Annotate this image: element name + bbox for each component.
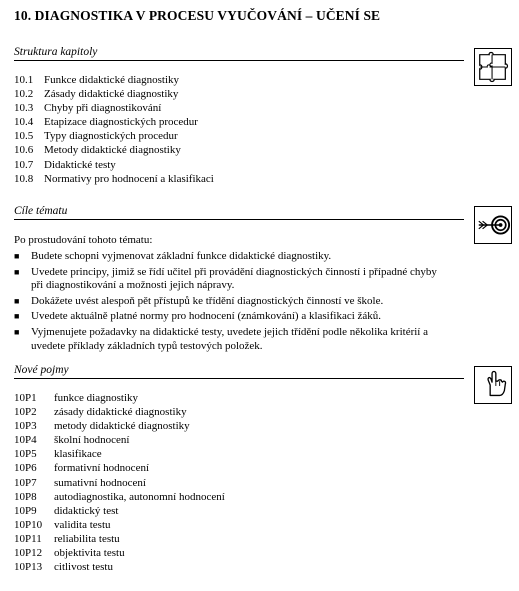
goal-item — [14, 295, 444, 309]
item-number: 10P2 — [14, 406, 37, 419]
item-number: 10P4 — [14, 434, 37, 447]
square-bullet-icon: ■ — [14, 295, 20, 306]
list-item — [14, 143, 214, 157]
square-bullet-icon: ■ — [14, 326, 20, 337]
item-text: didaktický test — [54, 504, 119, 517]
target-arrow-icon — [474, 206, 512, 244]
list-item — [14, 101, 214, 115]
item-text: metody didaktické diagnostiky — [54, 420, 190, 433]
list-item — [14, 405, 225, 419]
goal-text: Dokážete uvést alespoň pět přístupů ke třídění diagnostických činností ve škole. — [31, 294, 384, 307]
item-number: 10P11 — [14, 532, 42, 545]
item-text: klasifikace — [54, 448, 102, 461]
item-number: 10.6 — [14, 144, 34, 157]
goal-text: Uvedete principy, jimiž se řídí učitel při provádění diagnostických činností i případné chyby při diagnostikování a možnosti jejich nápravy. — [31, 265, 437, 292]
goal-item — [14, 310, 444, 324]
goal-text: Budete schopni vyjmenovat základní funkce didaktické diagnostiky. — [31, 250, 332, 262]
item-number: 10P8 — [14, 490, 37, 503]
item-text: autodiagnostika, autonomní hodnocení — [54, 490, 225, 503]
list-item — [14, 433, 225, 447]
goal-item — [14, 250, 444, 264]
item-number: 10.5 — [14, 130, 34, 143]
item-text: Zásady didaktické diagnostiky — [44, 88, 179, 101]
goal-text: Vyjmenujete požadavky na didaktické testy, uvedete jejich třídění podle několika kritérií a uvedete příklady základních typů testových položek. — [31, 325, 428, 352]
list-item — [14, 391, 225, 405]
item-text: sumativní hodnocení — [54, 476, 146, 489]
item-text: Metody didaktické diagnostiky — [44, 144, 181, 157]
item-text: zásady didaktické diagnostiky — [54, 406, 187, 419]
list-item — [14, 172, 214, 186]
goal-item — [14, 266, 444, 293]
item-text: funkce diagnostiky — [54, 392, 139, 404]
list-item — [14, 115, 214, 129]
list-item — [14, 73, 214, 87]
item-text: Funkce didaktické diagnostiky — [44, 74, 180, 86]
item-number: 10P12 — [14, 547, 43, 560]
item-text: Typy diagnostických procedur — [44, 130, 178, 143]
item-number: 10.1 — [14, 74, 34, 86]
goals-heading: Cíle tématu — [14, 205, 464, 220]
list-item — [14, 532, 225, 546]
item-text: Didaktické testy — [44, 158, 116, 171]
puzzle-icon — [474, 48, 512, 86]
item-number: 10.4 — [14, 116, 34, 129]
item-text: objektivita testu — [54, 547, 125, 560]
item-number: 10P6 — [14, 462, 37, 475]
list-item — [14, 461, 225, 475]
structure-list — [14, 73, 214, 186]
item-text: Normativy pro hodnocení a klasifikaci — [44, 172, 214, 185]
list-item — [14, 158, 214, 172]
item-number: 10.2 — [14, 88, 34, 101]
item-number: 10P9 — [14, 504, 37, 517]
item-number: 10P13 — [14, 561, 43, 574]
structure-heading: Struktura kapitoly — [14, 46, 464, 61]
list-item — [14, 419, 225, 433]
square-bullet-icon: ■ — [14, 311, 20, 322]
item-text: Etapizace diagnostických procedur — [44, 116, 198, 129]
item-text: validita testu — [54, 518, 111, 531]
item-number: 10.7 — [14, 158, 34, 171]
terms-list — [14, 391, 225, 574]
chapter-title: 10. DIAGNOSTIKA V PROCESU VYUČOVÁNÍ – UČENÍ SE — [14, 8, 381, 23]
goals-intro: Po prostudování tohoto tématu: — [14, 234, 153, 246]
item-number: 10P7 — [14, 476, 37, 489]
item-text: citlivost testu — [54, 561, 113, 574]
list-item — [14, 490, 225, 504]
item-text: Chyby při diagnostikování — [44, 102, 162, 115]
item-text: formativní hodnocení — [54, 462, 150, 475]
item-text: školní hodnocení — [54, 434, 130, 447]
list-item — [14, 476, 225, 490]
item-number: 10.3 — [14, 102, 34, 115]
goals-list — [14, 250, 444, 355]
list-item — [14, 447, 225, 461]
list-item — [14, 560, 225, 574]
terms-heading: Nové pojmy — [14, 364, 464, 379]
list-item — [14, 87, 214, 101]
goal-item — [14, 326, 444, 353]
list-item — [14, 518, 225, 532]
list-item — [14, 504, 225, 518]
hand-pointing-icon — [474, 366, 512, 404]
item-number: 10P10 — [14, 518, 43, 531]
list-item — [14, 129, 214, 143]
item-number: 10P1 — [14, 392, 37, 404]
item-number: 10.8 — [14, 172, 34, 185]
item-number: 10P3 — [14, 420, 37, 433]
item-text: reliabilita testu — [54, 532, 120, 545]
list-item — [14, 546, 225, 560]
square-bullet-icon: ■ — [14, 266, 20, 277]
goal-text: Uvedete aktuálně platné normy pro hodnocení (známkování) a klasifikaci žáků. — [31, 310, 382, 323]
square-bullet-icon: ■ — [14, 251, 20, 261]
item-number: 10P5 — [14, 448, 37, 461]
